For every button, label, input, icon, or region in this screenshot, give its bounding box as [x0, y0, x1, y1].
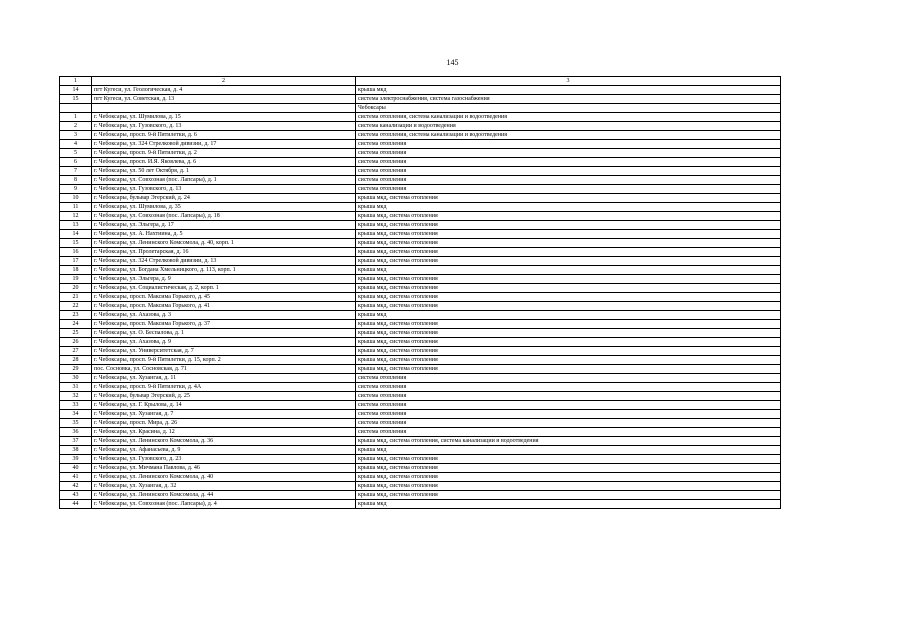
- work-type-cell: система отопления, система канализации и водоотведения: [356, 113, 781, 122]
- table-header-row: [60, 77, 781, 86]
- row-number-cell: 42: [60, 482, 92, 491]
- work-type-cell: система отопления: [356, 374, 781, 383]
- address-cell: г. Чебоксары, просп. Максима Горького, д. 45: [92, 293, 356, 302]
- table-row: [60, 419, 781, 428]
- work-type-cell: система отопления: [356, 428, 781, 437]
- table-row: [60, 167, 781, 176]
- address-cell: г. Чебоксары, просп. Максима Горького, д. 37: [92, 320, 356, 329]
- address-cell: г. Чебоксары, ул. Совхозная (пос. Лапсары), д. 1: [92, 176, 356, 185]
- address-cell: пгт Кугеси, ул. Советская, д. 13: [92, 95, 356, 104]
- row-number-cell: 27: [60, 347, 92, 356]
- row-number-cell: 14: [60, 86, 92, 95]
- address-cell: г. Чебоксары, ул. Гузовского, д. 13: [92, 185, 356, 194]
- work-type-cell: система отопления: [356, 176, 781, 185]
- address-cell: г. Чебоксары, ул. Социалистическая, д. 2, корп. 1: [92, 284, 356, 293]
- work-type-cell: крыша мкд: [356, 446, 781, 455]
- work-type-cell: система отопления: [356, 167, 781, 176]
- work-type-cell: крыша мкд, система отопления: [356, 347, 781, 356]
- work-type-cell: крыша мкд: [356, 86, 781, 95]
- work-type-cell: система отопления: [356, 419, 781, 428]
- work-type-cell: крыша мкд, система отопления: [356, 491, 781, 500]
- row-number-cell: 29: [60, 365, 92, 374]
- work-type-cell: крыша мкд, система отопления: [356, 302, 781, 311]
- row-number-cell: 9: [60, 185, 92, 194]
- work-type-cell: крыша мкд, система отопления: [356, 356, 781, 365]
- table-row: [60, 392, 781, 401]
- table-row: [60, 149, 781, 158]
- row-number-cell: 22: [60, 302, 92, 311]
- work-type-cell: система отопления: [356, 140, 781, 149]
- table-row: [60, 248, 781, 257]
- table-row: [60, 320, 781, 329]
- address-cell: г. Чебоксары, ул. Эльгера, д. 9: [92, 275, 356, 284]
- table-row: [60, 356, 781, 365]
- row-number-cell: 10: [60, 194, 92, 203]
- address-cell: г. Чебоксары, ул. Шумилова, д. 15: [92, 113, 356, 122]
- table-body: [60, 86, 781, 509]
- address-cell: г. Чебоксары, ул. Ленинского Комсомола, д. 40, корп. 1: [92, 239, 356, 248]
- row-number-cell: 13: [60, 221, 92, 230]
- row-number-cell: 44: [60, 500, 92, 509]
- work-type-cell: крыша мкд, система отопления: [356, 320, 781, 329]
- row-number-cell: 4: [60, 140, 92, 149]
- row-number-cell: 18: [60, 266, 92, 275]
- column-header-3: 3: [356, 77, 781, 86]
- address-cell: г. Чебоксары, ул. Ахазова, д. 9: [92, 338, 356, 347]
- work-type-cell: крыша мкд, система отопления: [356, 482, 781, 491]
- table-row: [60, 473, 781, 482]
- work-type-cell: крыша мкд: [356, 311, 781, 320]
- row-number-cell: 26: [60, 338, 92, 347]
- table-row: [60, 437, 781, 446]
- address-cell: г. Чебоксары, ул. Хузангая, д. 7: [92, 410, 356, 419]
- work-type-cell: система отопления: [356, 401, 781, 410]
- work-type-cell: крыша мкд, система отопления: [356, 230, 781, 239]
- work-type-cell: крыша мкд, система отопления: [356, 338, 781, 347]
- address-cell: г. Чебоксары, просп. Максима Горького, д. 41: [92, 302, 356, 311]
- table-row: [60, 185, 781, 194]
- work-type-cell: система отопления: [356, 149, 781, 158]
- row-number-cell: 34: [60, 410, 92, 419]
- work-type-cell: система отопления: [356, 410, 781, 419]
- table-row: [60, 203, 781, 212]
- table-row: [60, 194, 781, 203]
- table-row: [60, 365, 781, 374]
- address-cell: г. Чебоксары, ул. Совхозная (пос. Лапсары), д. 4: [92, 500, 356, 509]
- table-row: [60, 212, 781, 221]
- table-row: [60, 158, 781, 167]
- address-cell: г. Чебоксары, ул. Шумилова, д. 35: [92, 203, 356, 212]
- table-row: [60, 329, 781, 338]
- address-cell: г. Чебоксары, ул. Гузовского, д. 13: [92, 122, 356, 131]
- row-number-cell: 37: [60, 437, 92, 446]
- address-cell: г. Чебоксары, ул. Эльгера, д. 17: [92, 221, 356, 230]
- row-number-cell: 36: [60, 428, 92, 437]
- address-cell: г. Чебоксары, ул. Совхозная (пос. Лапсары), д. 18: [92, 212, 356, 221]
- work-type-cell: крыша мкд, система отопления: [356, 329, 781, 338]
- table-row: [60, 446, 781, 455]
- address-cell: г. Чебоксары, ул. Ленинского Комсомола, д. 36: [92, 437, 356, 446]
- address-cell: пгт Кугеси, ул. Геологическая, д. 4: [92, 86, 356, 95]
- table-row: [60, 230, 781, 239]
- row-number-cell: 15: [60, 95, 92, 104]
- row-number-cell: 8: [60, 176, 92, 185]
- address-cell: [92, 104, 356, 113]
- table-row: [60, 221, 781, 230]
- address-cell: г. Чебоксары, ул. Г. Крылова, д. 14: [92, 401, 356, 410]
- row-number-cell: 7: [60, 167, 92, 176]
- work-type-cell: крыша мкд, система отопления: [356, 473, 781, 482]
- address-cell: г. Чебоксары, ул. Мичмана Павлова, д. 46: [92, 464, 356, 473]
- table-row: [60, 257, 781, 266]
- row-number-cell: 21: [60, 293, 92, 302]
- table-row: [60, 401, 781, 410]
- register-table: [59, 76, 781, 509]
- table-row: [60, 113, 781, 122]
- work-type-cell: крыша мкд, система отопления: [356, 221, 781, 230]
- row-number-cell: 6: [60, 158, 92, 167]
- row-number-cell: 38: [60, 446, 92, 455]
- work-type-cell: крыша мкд, система отопления: [356, 293, 781, 302]
- address-cell: г. Чебоксары, ул. 324 Стрелковой дивизии, д. 17: [92, 140, 356, 149]
- table-row: [60, 266, 781, 275]
- address-cell: г. Чебоксары, ул. А. Нахтиина, д. 5: [92, 230, 356, 239]
- table-row: [60, 410, 781, 419]
- table-row: [60, 500, 781, 509]
- row-number-cell: 14: [60, 230, 92, 239]
- work-type-cell: крыша мкд, система отопления: [356, 275, 781, 284]
- work-type-cell: крыша мкд, система отопления: [356, 455, 781, 464]
- address-cell: г. Чебоксары, бульвар Эгерский, д. 24: [92, 194, 356, 203]
- address-cell: г. Чебоксары, просп. 9-й Пятилетки, д. 15, корп. 2: [92, 356, 356, 365]
- row-number-cell: 31: [60, 383, 92, 392]
- work-type-cell: крыша мкд, система отопления: [356, 239, 781, 248]
- table-row: [60, 374, 781, 383]
- row-number-cell: 2: [60, 122, 92, 131]
- table-row: [60, 428, 781, 437]
- address-cell: г. Чебоксары, ул. Университетская, д. 7: [92, 347, 356, 356]
- row-number-cell: 40: [60, 464, 92, 473]
- address-cell: пос. Сосновка, ул. Сосновская, д. 71: [92, 365, 356, 374]
- work-type-cell: система отопления: [356, 392, 781, 401]
- address-cell: г. Чебоксары, ул. Ленинского Комсомола, д. 40: [92, 473, 356, 482]
- row-number-cell: 41: [60, 473, 92, 482]
- work-type-cell: крыша мкд, система отопления, система канализации и водоотведения: [356, 437, 781, 446]
- row-number-cell: 20: [60, 284, 92, 293]
- column-header-2: 2: [92, 77, 356, 86]
- address-cell: г. Чебоксары, ул. Хузангая, д. 32: [92, 482, 356, 491]
- table-row: [60, 104, 781, 113]
- row-number-cell: 33: [60, 401, 92, 410]
- table-row: [60, 455, 781, 464]
- table-row: [60, 140, 781, 149]
- row-number-cell: 23: [60, 311, 92, 320]
- row-number-cell: 35: [60, 419, 92, 428]
- work-type-cell: крыша мкд, система отопления: [356, 248, 781, 257]
- address-cell: г. Чебоксары, ул. Афанасьева, д. 9: [92, 446, 356, 455]
- row-number-cell: [60, 104, 92, 113]
- table-row: [60, 338, 781, 347]
- work-type-cell: крыша мкд, система отопления: [356, 284, 781, 293]
- table-row: [60, 122, 781, 131]
- address-cell: г. Чебоксары, ул. 50 лет Октября, д. 1: [92, 167, 356, 176]
- work-type-cell: система отопления, система канализации и водоотведения: [356, 131, 781, 140]
- row-number-cell: 32: [60, 392, 92, 401]
- row-number-cell: 12: [60, 212, 92, 221]
- address-cell: г. Чебоксары, ул. Богдана Хмельницкого, д. 113, корп. 1: [92, 266, 356, 275]
- address-cell: г. Чебоксары, ул. Гузовского, д. 23: [92, 455, 356, 464]
- address-cell: г. Чебоксары, бульвар Эгерский, д. 25: [92, 392, 356, 401]
- table-row: [60, 383, 781, 392]
- work-type-cell: система электроснабжения, система газоснабжения: [356, 95, 781, 104]
- work-type-cell: система отопления: [356, 158, 781, 167]
- address-cell: г. Чебоксары, ул. Ленинского Комсомола, д. 44: [92, 491, 356, 500]
- table-row: [60, 239, 781, 248]
- row-number-cell: 25: [60, 329, 92, 338]
- work-type-cell: крыша мкд: [356, 203, 781, 212]
- address-cell: г. Чебоксары, ул. 324 Стрелковой дивизии, д. 13: [92, 257, 356, 266]
- address-cell: г. Чебоксары, просп. Мира, д. 26: [92, 419, 356, 428]
- row-number-cell: 15: [60, 239, 92, 248]
- work-type-cell: крыша мкд: [356, 266, 781, 275]
- table-row: [60, 302, 781, 311]
- row-number-cell: 43: [60, 491, 92, 500]
- table-row: [60, 482, 781, 491]
- address-cell: г. Чебоксары, просп. И.Я. Яковлева, д. 6: [92, 158, 356, 167]
- address-cell: г. Чебоксары, ул. Ахазова, д. 3: [92, 311, 356, 320]
- row-number-cell: 24: [60, 320, 92, 329]
- row-number-cell: 39: [60, 455, 92, 464]
- work-type-cell: крыша мкд, система отопления: [356, 464, 781, 473]
- table-row: [60, 293, 781, 302]
- table-row: [60, 347, 781, 356]
- row-number-cell: 3: [60, 131, 92, 140]
- row-number-cell: 17: [60, 257, 92, 266]
- table-row: [60, 491, 781, 500]
- row-number-cell: 30: [60, 374, 92, 383]
- address-cell: г. Чебоксары, ул. О. Беспалова, д. 1: [92, 329, 356, 338]
- row-number-cell: 1: [60, 113, 92, 122]
- work-type-cell: система отопления: [356, 383, 781, 392]
- address-cell: г. Чебоксары, ул. Красина, д. 12: [92, 428, 356, 437]
- row-number-cell: 11: [60, 203, 92, 212]
- section-title: Чебоксары: [356, 104, 781, 113]
- table-row: [60, 275, 781, 284]
- table-row: [60, 311, 781, 320]
- row-number-cell: 5: [60, 149, 92, 158]
- address-cell: г. Чебоксары, просп. 9-й Пятилетки, д. 6: [92, 131, 356, 140]
- table-row: [60, 131, 781, 140]
- row-number-cell: 19: [60, 275, 92, 284]
- column-header-1: 1: [60, 77, 92, 86]
- address-cell: г. Чебоксары, просп. 9-й Пятилетки, д. 2: [92, 149, 356, 158]
- row-number-cell: 28: [60, 356, 92, 365]
- table-row: [60, 86, 781, 95]
- work-type-cell: крыша мкд, система отопления: [356, 212, 781, 221]
- work-type-cell: крыша мкд, система отопления: [356, 365, 781, 374]
- table-row: [60, 176, 781, 185]
- table-row: [60, 284, 781, 293]
- work-type-cell: крыша мкд, система отопления: [356, 194, 781, 203]
- row-number-cell: 16: [60, 248, 92, 257]
- work-type-cell: крыша мкд, система отопления: [356, 257, 781, 266]
- address-cell: г. Чебоксары, ул. Пролетарская, д. 16: [92, 248, 356, 257]
- work-type-cell: крыша мкд: [356, 500, 781, 509]
- table-row: [60, 464, 781, 473]
- work-type-cell: система отопления: [356, 185, 781, 194]
- work-type-cell: система канализации и водоотведения: [356, 122, 781, 131]
- page-number: 145: [446, 58, 459, 67]
- address-cell: г. Чебоксары, просп. 9-й Пятилетки, д. 4А: [92, 383, 356, 392]
- table-row: [60, 95, 781, 104]
- address-cell: г. Чебоксары, ул. Хузангая, д. 11: [92, 374, 356, 383]
